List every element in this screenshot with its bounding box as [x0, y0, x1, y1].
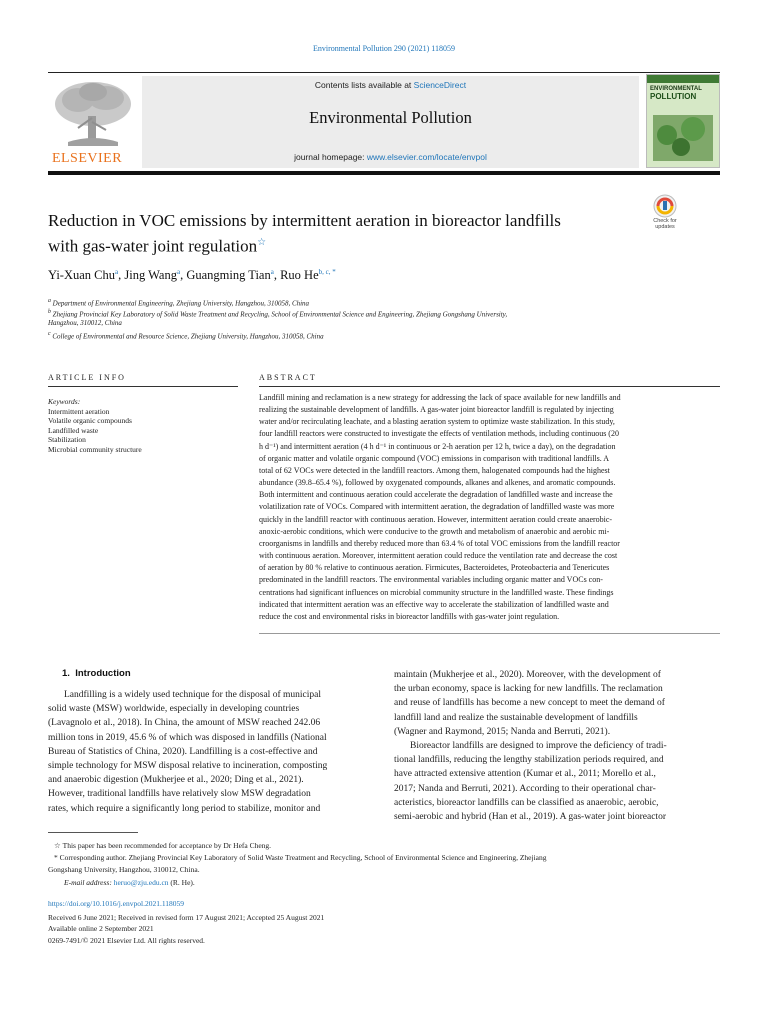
keywords-label: Keywords: — [48, 397, 81, 406]
doi-line — [48, 898, 720, 909]
author-affil-mark[interactable]: a — [176, 268, 181, 276]
title-footnote-mark[interactable]: ☆ — [257, 237, 267, 248]
online-line: Available online 2 September 2021 — [48, 924, 154, 933]
author-name[interactable]: Yi-Xuan Chu — [48, 268, 116, 283]
received-line: Received 6 June 2021; Received in revised form 17 August 2021; Accepted 25 August 2021 — [48, 913, 325, 922]
doi-link[interactable]: https://doi.org/10.1016/j.envpol.2021.118059 — [48, 899, 185, 908]
contents-line — [142, 80, 639, 90]
affil-text: Department of Environmental Engineering, Zhejiang University, Hangzhou, 310058, China — [52, 299, 310, 308]
email-suffix: (R. He). — [170, 878, 195, 887]
keyword: Landfilled waste — [48, 425, 99, 435]
body-line: (Wagner and Raymond, 2015; Nanda and Berruti, 2021). — [394, 726, 611, 737]
abstract-line: Both intermittent and continuous aeration could accelerate the degradation of landfilled waste and increase the — [259, 490, 613, 500]
keyword: Stabilization — [48, 435, 86, 444]
article-info-heading: ARTICLE INFO — [48, 373, 126, 382]
contents-prefix: Contents lists available at — [314, 80, 414, 90]
body-line: (Lavagnolo et al., 2018). In China, the amount of MSW reached 242.06 — [48, 718, 321, 729]
affil-text: Zhejiang Provincial Key Laboratory of Solid Waste Treatment and Recycling, School of Environmental Science and Engineering, Zhejiang Gongshang University, — [52, 310, 508, 319]
author-name[interactable]: Jing Wang — [124, 268, 177, 283]
header-rule — [48, 171, 720, 175]
homepage-line — [142, 152, 639, 162]
abstract-line: four landfill reactors were constructed to investigate the effects of ventilation methods, including continuous (20 — [259, 429, 619, 439]
cover-title-line2: POLLUTION — [650, 92, 697, 101]
abstract-line: Landfill mining and reclamation is a new strategy for addressing the lack of space available for new landfills and — [259, 393, 621, 402]
abstract-line: reduce the cost and environmental risks in bioreactor landfills with gas-water joint regulation. — [259, 611, 560, 621]
body-line: 2017; Nanda and Berruti, 2021). According to their operational char- — [394, 783, 656, 794]
keywords-block — [48, 397, 238, 454]
sciencedirect-link[interactable]: ScienceDirect — [413, 80, 467, 90]
affil-mark: a — [48, 298, 51, 304]
keyword: Intermittent aeration — [48, 406, 110, 416]
abstract-line: total of 62 VOCs were detected in the landfill reactors. Among them, halogenated compounds had the highest — [259, 465, 610, 475]
affiliation — [48, 329, 720, 341]
badge-label-1: Check for — [653, 218, 677, 224]
author-affil-mark[interactable]: a — [270, 268, 274, 276]
author-list: Yi-Xuan Chu$^a$, Jing Wang$^a$, Guangming Tian$^a$, Ruo $He^{b, c, *}$ — [48, 268, 336, 283]
abstract-line: realizing the sustainable development of landfills. A gas-water joint bioreactor landfill is regulated by injecting — [259, 405, 614, 415]
body-line: Bureau of Statistics of China, 2020). Landfilling is a cost-effective and — [48, 746, 318, 757]
body-line: have attracted extensive attention (Kumar et al., 2011; Morello et al., — [394, 769, 656, 780]
affil-text: College of Environmental and Resource Science, Zhejiang University, Hangzhou, 310058, China — [52, 332, 324, 341]
author-name[interactable]: Guangming Tian — [186, 268, 271, 283]
abstract-line: croorganisms in landfills and thereby reduced more than 63.4 % of total VOC emissions from the landfill reactor — [259, 538, 620, 548]
copyright-line: 0269-7491/© 2021 Elsevier Ltd. All rights reserved. — [48, 936, 205, 945]
body-line: solid waste (MSW) worldwide, especially in developing countries — [48, 704, 300, 715]
abstract-rule-bottom — [259, 633, 720, 634]
abstract-line: anoxic-aerobic conditions, which were conducive to the growth and metabolism of anaerobic and aerobic mi- — [259, 526, 610, 536]
abstract-line: predominated in the landfill reactors. The environmental variables including organic matter and VOCs con- — [259, 575, 603, 585]
body-line: landfill land and realize the sustainable development of landfills — [394, 712, 638, 723]
section-heading — [62, 668, 131, 679]
body-line: million tons in 2019, 45.6 % of which was disposed in landfills (National — [48, 732, 327, 743]
intro-left-column — [48, 688, 374, 816]
intro-right-column — [394, 668, 720, 824]
affiliation — [48, 318, 720, 328]
affil-text: Hangzhou, 310012, China — [48, 319, 122, 327]
abstract-body — [259, 392, 720, 623]
body-line: simple technology for MSW disposal relative to incineration, composting — [48, 761, 328, 772]
check-for-updates-badge[interactable] — [648, 194, 682, 234]
body-line: Landfilling is a widely used technique for the disposal of municipal — [64, 690, 321, 700]
author-affil-mark[interactable]: a — [115, 268, 119, 276]
abstract-rule-top — [259, 386, 720, 387]
article-title — [48, 210, 648, 258]
abstract-line: with continuous aeration. Moreover, intermittent aeration could reduce the ventilation rate and decrease the cost — [259, 551, 618, 561]
body-line: and anaerobic digestion (Mukherjee et al., 2020; Ding et al., 2021). — [48, 775, 304, 786]
title-line1: Reduction in VOC emissions by intermittent aeration in bioreactor landfills — [48, 211, 561, 230]
author-name[interactable]: Ruo He — [280, 268, 319, 283]
email-link[interactable]: heruo@zju.edu.cn — [113, 878, 169, 887]
keyword: Microbial community structure — [48, 444, 142, 454]
cover-title — [650, 86, 714, 100]
keyword: Volatile organic compounds — [48, 416, 132, 425]
article-info-rule — [48, 386, 238, 387]
journal-name[interactable]: Environmental Pollution — [309, 108, 472, 127]
body-line: tional landfills, reducing the lengthy stabilization periods required, and — [394, 755, 664, 766]
abstract-line: of aeration by 80 % relative to continuous aeration. Firmicutes, Bacteroidetes, Proteobacteria and Tenericutes — [259, 563, 610, 573]
homepage-prefix: journal homepage: — [294, 152, 367, 162]
footnote-email — [48, 877, 736, 888]
journal-citation[interactable]: Environmental Pollution 290 (2021) 118059 — [313, 44, 455, 53]
footnote-star-text: This paper has been recommended for acceptance by Dr Hefa Cheng. — [62, 841, 272, 850]
abstract-heading: ABSTRACT — [259, 373, 317, 382]
affil-mark: b — [48, 309, 51, 315]
footnote-star: ☆ This paper has been recommended for acceptance by Dr Hefa Cheng. — [54, 841, 272, 850]
author-affil-mark[interactable]: b, c, * — [318, 268, 336, 276]
body-line: However, traditional landfills have relatively slow MSW degradation — [48, 789, 311, 800]
affil-mark: c — [48, 331, 51, 337]
email-label: E-mail address: — [64, 878, 112, 887]
abstract-line: abundance (39.8–65.4 %), followed by oxygenated compounds, alkanes and alkenes, and aromatic compounds. — [259, 478, 616, 488]
abstract-line: quickly in the landfill reactor with continuous aeration. However, intermittent aeration could create anaerobic- — [259, 514, 613, 524]
body-line: semi-aerobic and hybrid (Han et al., 2019). A gas-water joint bioreactor — [394, 812, 666, 823]
cover-title-line1: ENVIRONMENTAL — [650, 86, 702, 92]
body-line: and reuse of landfills has become a new concept to meet the demand of — [394, 698, 665, 709]
abstract-line: water and/or recirculating leachate, and a blasting aeration system to optimize waste stabilization. In this study, — [259, 417, 615, 427]
abstract-line: volatilization rate of VOCs. Compared with intermittent aeration, the degradation of landfilled waste was more — [259, 502, 615, 512]
abstract-line: indicated that intermittent aeration was an effective way to accelerate the stabilization of landfilled waste and — [259, 599, 609, 609]
section-title: Introduction — [75, 668, 131, 679]
section-number: 1. — [62, 668, 70, 679]
body-line: maintain (Mukherjee et al., 2020). Moreover, with the development of — [394, 670, 661, 680]
badge-label-2: updates — [655, 224, 675, 230]
footnote-corresponding-text: Corresponding author. Zhejiang Provincial Key Laboratory of Solid Waste Treatment and Recycling, School of Environmental Science and Engineering, Zhejiang — [59, 853, 547, 862]
elsevier-tree-icon — [48, 78, 138, 150]
body-line: the urban economy, space is lacking for new landfills. The reclamation — [394, 684, 663, 695]
title-line2: with gas-water joint regulation — [48, 236, 258, 256]
abstract-line: h d⁻¹) and intermittent aeration (4 h d⁻¹ in continuous or 2-h aeration per 12 h, twice a day), on the degradation — [259, 441, 616, 451]
abstract-line: of organic matter and volatile organic compound (VOC) emissions in comparison with traditional landfills. A — [259, 453, 610, 463]
check-for-updates-icon — [648, 194, 682, 218]
footnote-corresponding: * Corresponding author. Zhejiang Provincial Key Laboratory of Solid Waste Treatment and Recycling, School of Environmental Science and Engineering, Zhejiang — [54, 853, 547, 862]
homepage-link[interactable]: www.elsevier.com/locate/envpol — [366, 152, 487, 162]
body-line: Bioreactor landfills are designed to improve the deficiency of tradi- — [410, 741, 667, 752]
footnote-corresponding-2: Gongshang University, Hangzhou, 310012, China. — [48, 865, 200, 874]
abstract-line: centrations had significant influences on microbial community structure in the landfilled waste. These findings — [259, 587, 614, 597]
footnote-rule — [48, 832, 138, 833]
body-line: rates, which require a significantly long period to stabilize, monitor and — [48, 803, 321, 814]
body-line: acteristics, bioreactor landfills can be classified as anaerobic, aerobic, — [394, 797, 659, 808]
elsevier-wordmark: ELSEVIER — [51, 151, 123, 166]
